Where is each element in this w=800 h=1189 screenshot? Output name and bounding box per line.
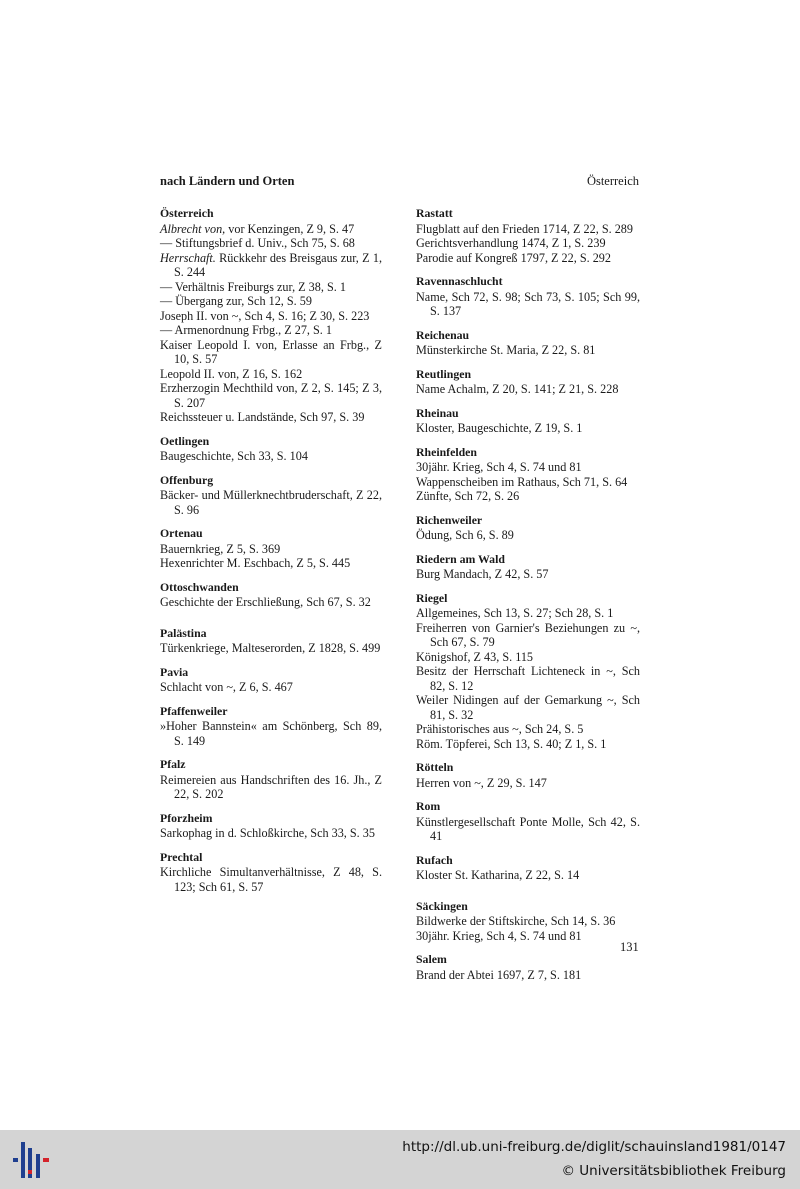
index-entry-text: Weiler Nidingen auf der Gemarkung ~, Sch 81, S. 32: [416, 693, 640, 722]
index-entry-text: — Armenordnung Frbg., Z 27, S. 1: [160, 323, 332, 337]
index-heading: Riegel: [416, 590, 448, 605]
index-entry: [416, 222, 640, 237]
index-section: [416, 513, 640, 543]
index-entry-text: Kaiser Leopold I. von, Erlasse an Frbg., Z 10, S. 57: [160, 337, 382, 366]
index-section: [416, 552, 640, 582]
index-section: [160, 811, 382, 841]
index-entry: [160, 294, 382, 309]
index-entry-text: Münsterkirche St. Maria, Z 22, S. 81: [416, 343, 596, 357]
index-heading: Reutlingen: [416, 366, 472, 381]
index-entry: [416, 968, 640, 983]
index-section: [160, 850, 382, 895]
index-heading: Ottoschwanden: [160, 579, 239, 594]
index-entry: [416, 236, 640, 251]
index-heading: Säckingen: [416, 898, 468, 913]
index-entry-text: Reimereien aus Handschriften des 16. Jh., Z 22, S. 202: [160, 772, 382, 801]
index-heading: Richenweiler: [416, 512, 483, 527]
index-heading: Riedern am Wald: [416, 551, 505, 566]
index-heading: Offenburg: [160, 472, 214, 487]
index-heading: Rastatt: [416, 206, 453, 220]
index-entry-text: Wappenscheiben im Rathaus, Sch 71, S. 64: [416, 474, 628, 489]
index-entry-text: — Stiftungsbrief d. Univ., Sch 75, S. 68: [160, 236, 355, 250]
index-section: [416, 952, 640, 982]
index-entry-text: Baugeschichte, Sch 33, S. 104: [160, 449, 308, 463]
index-entry: [416, 664, 640, 693]
index-entry: [160, 323, 382, 338]
index-heading: Reichenau: [416, 327, 470, 342]
index-entry-text: Königshof, Z 43, S. 115: [416, 649, 534, 664]
index-entry-text: 30jähr. Krieg, Sch 4, S. 74 und 81: [416, 928, 582, 943]
index-entry-text: Name, Sch 72, S. 98; Sch 73, S. 105; Sch 99, S. 137: [416, 289, 640, 318]
index-entry: [160, 719, 382, 748]
index-section: [416, 591, 640, 752]
index-section: [416, 445, 640, 504]
index-entry-text: Gerichtsverhandlung 1474, Z 1, S. 239: [416, 236, 606, 250]
index-entry: [416, 460, 640, 475]
index-entry-text: — Verhältnis Freiburgs zur, Z 38, S. 1: [160, 279, 346, 294]
index-entry: [160, 236, 382, 251]
index-entry-text: Hexenrichter M. Eschbach, Z 5, S. 445: [160, 556, 351, 570]
index-entry-text: Kloster St. Katharina, Z 22, S. 14: [416, 868, 580, 882]
index-entry-text: Burg Mandach, Z 42, S. 57: [416, 567, 549, 581]
index-heading: Salem: [416, 952, 447, 966]
index-section: [416, 853, 640, 883]
index-section: [416, 274, 640, 319]
index-heading: Rheinfelden: [416, 444, 477, 459]
index-entry: [160, 367, 382, 382]
index-heading: Pforzheim: [160, 810, 213, 825]
index-heading: Pfalz: [160, 757, 186, 771]
index-section: [416, 760, 640, 790]
index-section: [160, 757, 382, 802]
index-heading: Pavia: [160, 664, 189, 679]
index-entry-text: Schlacht von ~, Z 6, S. 467: [160, 680, 293, 694]
index-entry-text: Rückkehr des Breisgaus zur, Z 1, S. 244: [174, 250, 382, 279]
index-entry-text: vor Kenzingen, Z 9, S. 47: [225, 221, 355, 236]
index-entry-text: Prähistorisches aus ~, Sch 24, S. 5: [416, 722, 584, 736]
index-entry: [416, 251, 640, 266]
index-heading: Österreich: [160, 206, 214, 220]
index-entry: [416, 421, 640, 436]
index-section: [160, 704, 382, 749]
index-entry: [416, 489, 640, 504]
index-entry: [160, 280, 382, 295]
index-entry: [416, 567, 640, 582]
index-entry: [160, 309, 382, 324]
index-section: [416, 206, 640, 265]
index-entry: [160, 865, 382, 894]
index-entry: [416, 722, 640, 737]
index-entry: [160, 595, 382, 610]
running-header-right: Österreich: [586, 174, 639, 188]
index-entry: [160, 251, 382, 280]
index-section: [160, 580, 382, 610]
index-entry-text: »Hoher Bannstein« am Schönberg, Sch 89, S. 149: [160, 719, 382, 748]
index-entry-text: Röm. Töpferei, Sch 13, S. 40; Z 1, S. 1: [416, 736, 607, 751]
index-entry-text: Freiherren von Garnier's Beziehungen zu ~, Sch 67, S. 79: [416, 620, 640, 649]
index-section: [160, 626, 382, 656]
index-entry-text: Ödung, Sch 6, S. 89: [416, 528, 514, 542]
index-entry-text: Reichssteuer u. Landstände, Sch 97, S. 39: [160, 410, 365, 424]
index-entry: [416, 737, 640, 752]
index-entry-text: Herren von ~, Z 29, S. 147: [416, 775, 547, 790]
index-heading: Rheinau: [416, 405, 459, 420]
index-heading: Rufach: [416, 852, 453, 867]
ub-freiburg-logo-icon[interactable]: [12, 1140, 52, 1180]
index-entry-text: Bäcker- und Müllerknechtbruderschaft, Z 22, S. 96: [160, 488, 382, 517]
index-entry: [160, 222, 382, 237]
index-section: [416, 406, 640, 436]
index-section: [160, 434, 382, 464]
index-entry-text: Künstlergesellschaft Ponte Molle, Sch 42, S. 41: [416, 814, 640, 843]
index-entry-text: Bauernkrieg, Z 5, S. 369: [160, 541, 281, 556]
index-entry-text: Brand der Abtei 1697, Z 7, S. 181: [416, 967, 582, 982]
index-entry: [160, 488, 382, 517]
running-header-left: nach Ländern und Orten: [160, 174, 295, 188]
index-entry: [416, 914, 640, 929]
page-number: 131: [620, 940, 639, 954]
index-section: [160, 206, 382, 425]
index-entry-text: Joseph II. von ~, Sch 4, S. 16; Z 30, S. 223: [160, 308, 370, 323]
index-entry: [416, 382, 640, 397]
index-entry-text: Kirchliche Simultanverhältnisse, Z 48, S. 123; Sch 61, S. 57: [160, 865, 382, 894]
index-entry-italic: Albrecht von,: [160, 221, 226, 236]
index-column-left: [160, 206, 382, 903]
index-entry: [416, 528, 640, 543]
index-entry-text: Allgemeines, Sch 13, S. 27; Sch 28, S. 1: [416, 606, 614, 620]
viewer-footer-bar: [0, 1130, 800, 1189]
index-heading: Rötteln: [416, 760, 454, 774]
index-entry: [160, 556, 382, 571]
index-entry: [416, 929, 640, 944]
index-column-right: [416, 206, 640, 991]
index-entry-text: — Übergang zur, Sch 12, S. 59: [160, 294, 312, 308]
index-entry: [416, 343, 640, 358]
index-entry: [416, 606, 640, 621]
index-entry: [416, 693, 640, 722]
index-entry: [160, 338, 382, 367]
index-entry-text: Name Achalm, Z 20, S. 141; Z 21, S. 228: [416, 382, 619, 396]
index-heading: Ravennaschlucht: [416, 274, 503, 288]
index-entry-text: Besitz der Herrschaft Lichteneck in ~, Sch 82, S. 12: [416, 664, 640, 693]
index-entry: [160, 773, 382, 802]
index-entry-text: Türkenkriege, Malteserorden, Z 1828, S. 499: [160, 641, 381, 655]
index-entry-text: Bildwerke der Stiftskirche, Sch 14, S. 36: [416, 914, 616, 928]
copyright-notice: © Universitätsbibliothek Freiburg: [561, 1163, 786, 1179]
index-entry: [160, 542, 382, 557]
index-entry: [160, 381, 382, 410]
index-entry-text: Kloster, Baugeschichte, Z 19, S. 1: [416, 421, 583, 435]
index-entry-text: Parodie auf Kongreß 1797, Z 22, S. 292: [416, 250, 611, 265]
index-entry-italic: Herrschaft.: [160, 250, 216, 265]
index-entry: [416, 815, 640, 844]
index-heading: Prechtal: [160, 849, 203, 864]
index-section: [160, 665, 382, 695]
index-entry: [416, 475, 640, 490]
index-entry: [160, 680, 382, 695]
index-entry: [416, 776, 640, 791]
index-entry: [416, 650, 640, 665]
index-entry: [416, 290, 640, 319]
index-entry-text: Zünfte, Sch 72, S. 26: [416, 489, 520, 503]
index-entry: [160, 641, 382, 656]
index-section: [416, 799, 640, 844]
permalink-url[interactable]: http://dl.ub.uni-freiburg.de/diglit/schauinsland1981/0147: [402, 1139, 786, 1155]
index-entry-text: Leopold II. von, Z 16, S. 162: [160, 366, 303, 381]
index-entry: [416, 621, 640, 650]
index-heading: Ortenau: [160, 526, 203, 540]
index-heading: Palästina: [160, 625, 207, 640]
index-section: [416, 328, 640, 358]
index-entry-text: Erzherzogin Mechthild von, Z 2, S. 145; Z 3, S. 207: [160, 381, 382, 410]
index-section: [160, 526, 382, 571]
index-entry: [160, 449, 382, 464]
index-entry-text: Geschichte der Erschließung, Sch 67, S. 32: [160, 595, 371, 609]
index-section: [416, 899, 640, 944]
index-heading: Pfaffenweiler: [160, 703, 228, 718]
index-entry-text: Flugblatt auf den Frieden 1714, Z 22, S. 289: [416, 221, 633, 236]
index-entry: [416, 868, 640, 883]
index-heading: Rom: [416, 799, 441, 813]
index-section: [160, 473, 382, 518]
index-entry: [160, 410, 382, 425]
index-entry-text: Sarkophag in d. Schloßkirche, Sch 33, S. 35: [160, 826, 375, 840]
index-entry: [160, 826, 382, 841]
index-heading: Oetlingen: [160, 433, 210, 448]
index-section: [416, 367, 640, 397]
index-entry-text: 30jähr. Krieg, Sch 4, S. 74 und 81: [416, 460, 582, 474]
